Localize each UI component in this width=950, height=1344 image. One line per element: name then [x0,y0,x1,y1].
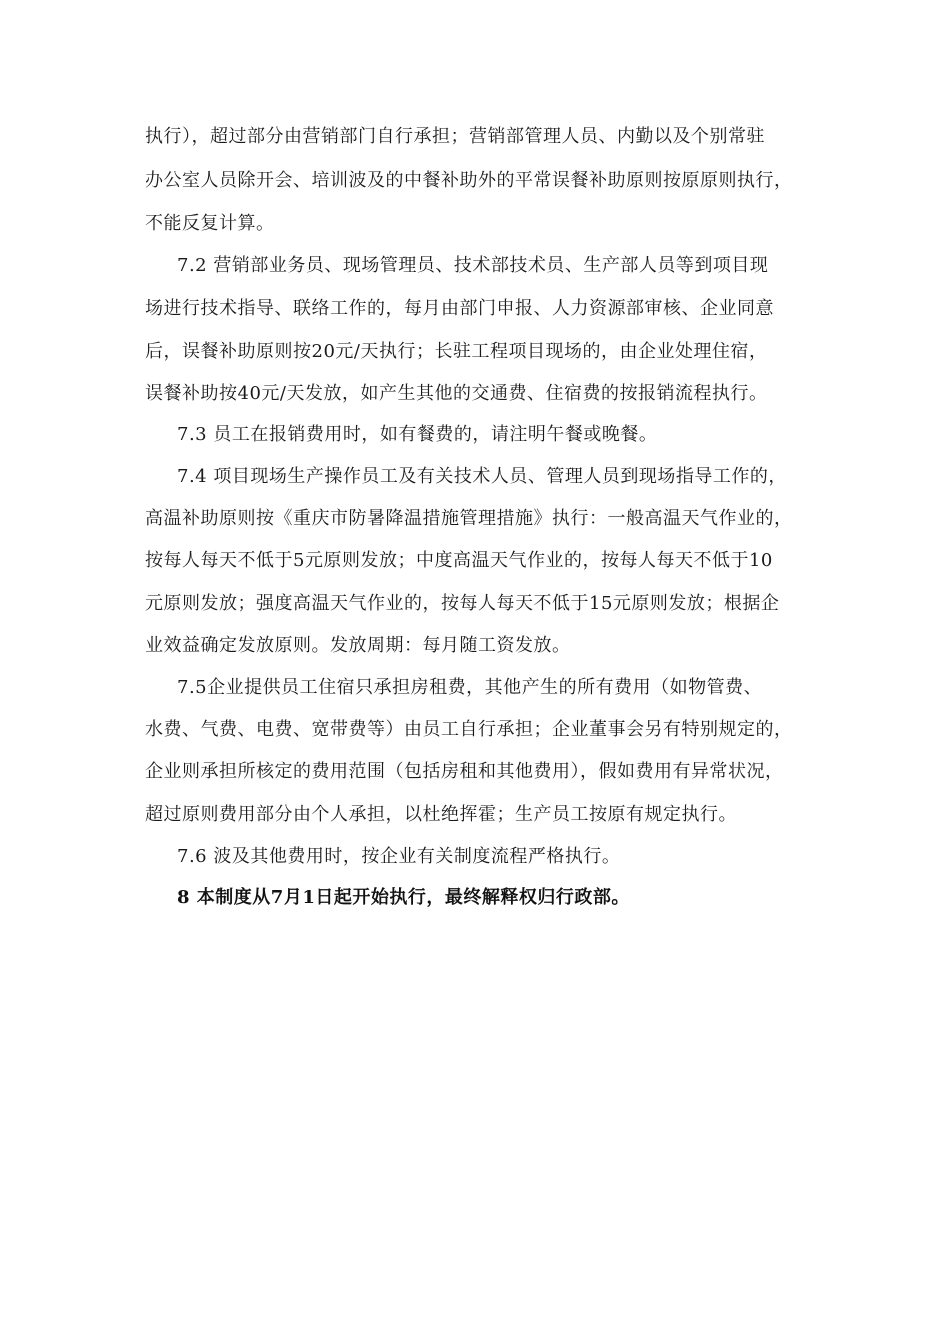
paragraph-line: 场进行技术指导、联络工作的，每月由部门申报、人力资源部审核、企业同意 [145,298,774,319]
paragraph-line: 按每人每天不低于5元原则发放；中度高温天气作业的，按每人每天不低于10 [145,550,773,571]
section-7-4-line: 7.4 项目现场生产操作员工及有关技术人员、管理人员到现场指导工作的， [177,466,787,487]
paragraph-line: 执行），超过部分由营销部门自行承担；营销部管理人员、内勤以及个别常驻 [145,126,765,147]
section-7-3-line: 7.3 员工在报销费用时，如有餐费的，请注明午餐或晚餐。 [177,424,658,445]
paragraph-line: 超过原则费用部分由个人承担，以杜绝挥霍；生产员工按原有规定执行。 [145,804,737,825]
section-7-6-line: 7.6 波及其他费用时，按企业有关制度流程严格执行。 [177,846,621,867]
paragraph-line: 不能反复计算。 [145,213,275,234]
section-7-2-line: 7.2 营销部业务员、现场管理员、技术部技术员、生产部人员等到项目现 [177,255,769,276]
paragraph-line: 高温补助原则按《重庆市防暑降温措施管理措施》执行：一般高温天气作业的， [145,508,793,529]
paragraph-line: 水费、气费、电费、宽带费等）由员工自行承担；企业董事会另有特别规定的， [145,719,793,740]
paragraph-line: 元原则发放；强度高温天气作业的，按每人每天不低于15元原则发放；根据企 [145,593,780,614]
paragraph-line: 办公室人员除开会、培训波及的中餐补助外的平常误餐补助原则按原原则执行， [145,170,793,191]
paragraph-line: 误餐补助按40元/天发放，如产生其他的交通费、住宿费的按报销流程执行。 [145,383,768,404]
section-8-heading: 8 本制度从7月1日起开始执行，最终解释权归行政部。 [177,887,630,908]
paragraph-line: 企业则承担所核定的费用范围（包括房租和其他费用），假如费用有异常状况， [145,761,784,782]
paragraph-line: 业效益确定发放原则。发放周期：每月随工资发放。 [145,635,571,656]
paragraph-line: 后，误餐补助原则按20元/天执行；长驻工程项目现场的，由企业处理住宿， [145,341,768,362]
section-7-5-line: 7.5企业提供员工住宿只承担房租费，其他产生的所有费用（如物管费、 [177,677,763,698]
